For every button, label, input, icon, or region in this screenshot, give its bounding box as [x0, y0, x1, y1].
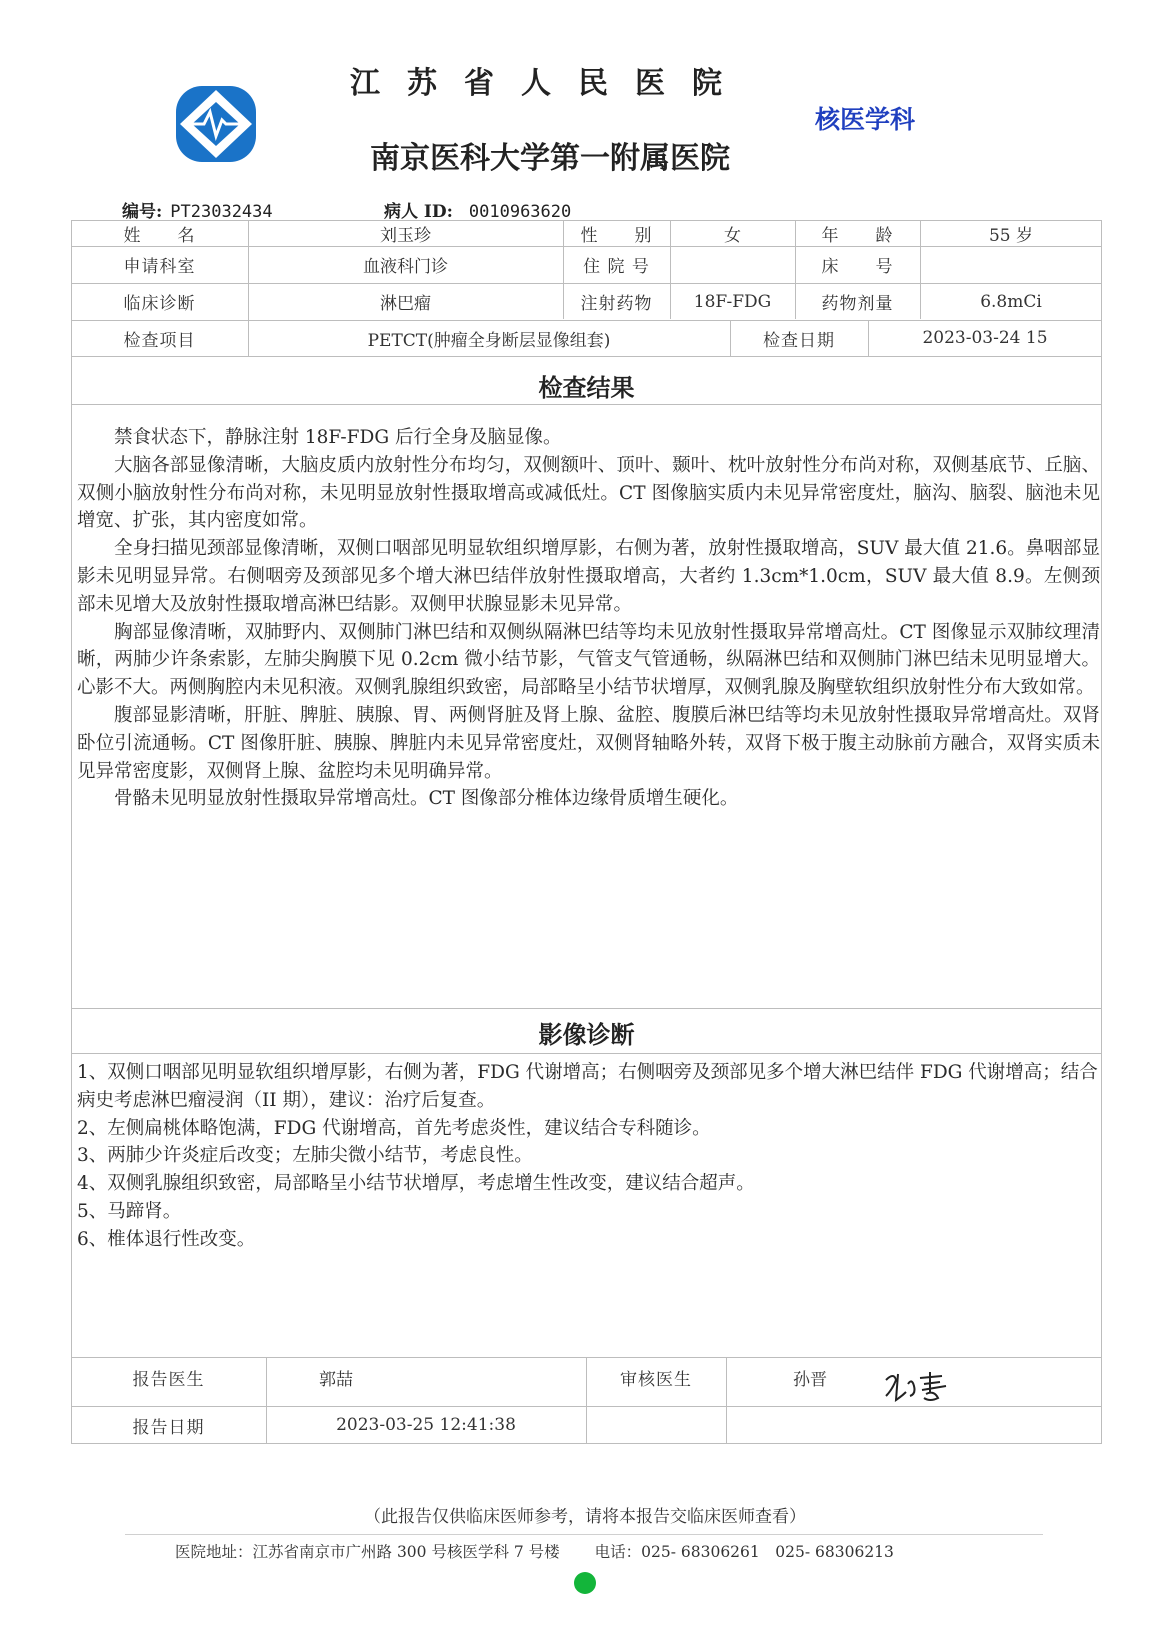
sex-value: 女 [724, 225, 741, 246]
section-divider [71, 1008, 1102, 1009]
report-number [122, 197, 273, 222]
phone-label: 电话： [594, 1543, 642, 1561]
reviewer-signature [880, 1366, 960, 1406]
findings-paragraph: 腹部显影清晰，肝脏、脾脏、胰腺、胃、两侧肾脏及肾上腺、盆腔、腹膜后淋巴结等均未见放射性摄取异常增高灶。双肾卧位引流通畅。CT 图像肝脏、胰腺、脾脏内未见异常密度灶，双侧肾轴略外转，双肾下极于腹主动脉前方融合，双肾实质未见异常密度影，双侧肾上腺、盆腔均未见明确异常。 [77, 704, 1100, 782]
address-value: 江苏省南京市广州路 300 号核医学科 7 号楼 [252, 1543, 560, 1561]
department-name: 核医学科 [815, 105, 916, 134]
exam-item-value: PETCT(肿瘤全身断层显像组套) [367, 330, 611, 351]
section-divider [71, 1053, 1102, 1054]
diagnosis-item: 1、双侧口咽部见明显软组织增厚影，右侧为著，FDG 代谢增高；右侧咽旁及颈部见多个增大淋巴结伴 FDG 代谢增高；结合病史考虑淋巴瘤浸润（II 期），建议：治疗后复查。 [77, 1062, 1098, 1111]
diagnosis-item: 2、左侧扁桃体略饱满，FDG 代谢增高，首先考虑炎性，建议结合专科随诊。 [77, 1117, 711, 1139]
bed-label: 床 号 [821, 257, 894, 277]
exam-date-label: 检查日期 [763, 330, 835, 351]
reporter-label: 报告医生 [132, 1369, 205, 1390]
report-footnote: （此报告仅供临床医师参考，请将本报告交临床医师查看） [364, 1507, 806, 1527]
reviewer-value: 孙晋 [793, 1369, 827, 1390]
report-number-label: 编号: [122, 202, 163, 222]
dept-label: 申请科室 [123, 257, 196, 277]
diagnosis-item: 5、马蹄肾。 [77, 1200, 182, 1222]
dose-value: 6.8mCi [980, 291, 1042, 312]
report-date-label: 报告日期 [132, 1417, 205, 1438]
section-divider [71, 404, 1102, 405]
inpatient-no-label: 住 院 号 [583, 257, 650, 277]
diagnosis-list [77, 1059, 1100, 1254]
inpatient-no-value [670, 246, 795, 283]
exam-item-label: 检查项目 [123, 330, 196, 351]
address-label: 医院地址： [175, 1543, 253, 1561]
sex-label: 性 别 [580, 225, 653, 246]
green-dot-icon [574, 1572, 596, 1594]
diagnosis-item: 3、两肺少许炎症后改变；左肺尖微小结节，考虑良性。 [77, 1145, 533, 1167]
findings-paragraph: 骨骼未见明显放射性摄取异常增高灶。CT 图像部分椎体边缘骨质增生硬化。 [114, 788, 739, 810]
patient-id [384, 197, 571, 222]
age-value: 55 岁 [988, 225, 1034, 246]
exam-date-value: 2023-03-24 15 [922, 328, 1048, 348]
dose-label: 药物剂量 [821, 294, 894, 314]
clinical-diagnosis-value: 淋巴瘤 [380, 294, 431, 314]
findings-paragraph: 禁食状态下，静脉注射 18F-FDG 后行全身及脑显像。 [114, 427, 562, 448]
name-value: 刘玉珍 [380, 225, 431, 246]
findings-paragraph: 胸部显像清晰，双肺野内、双侧肺门淋巴结和双侧纵隔淋巴结等均未见放射性摄取异常增高灶。CT 图像显示双肺纹理清晰，两肺少许条索影，左肺尖胸膜下见 0.2cm 微小结节影，气管支气管通畅，纵隔淋巴结和双侧肺门淋巴结未见明显增大。心影不大。两侧胸腔内未见积液。双侧乳腺组织致密，局部略呈小结节状增厚，双侧乳腺及胸壁软组织放射性分布大致如常。 [77, 621, 1100, 699]
diagnosis-item: 6、椎体退行性改变。 [77, 1228, 256, 1250]
col-divider [726, 1357, 727, 1444]
hospital-address [175, 1540, 894, 1562]
drug-label: 注射药物 [580, 294, 653, 314]
university-hospital-name: 南京医科大学第一附属医院 [370, 141, 730, 176]
hospital-name: 江苏省人民医院 [350, 66, 749, 101]
reporter-value: 郭喆 [319, 1369, 353, 1390]
report-date-value: 2023-03-25 12:41:38 [336, 1415, 516, 1435]
diagnosis-item: 4、双侧乳腺组织致密，局部略呈小结节状增厚，考虑增生性改变，建议结合超声。 [77, 1173, 755, 1195]
diagnosis-heading: 影像诊断 [538, 1020, 635, 1049]
findings-paragraph: 全身扫描见颈部显像清晰，双侧口咽部见明显软组织增厚影，右侧为著，放射性摄取增高，SUV 最大值 21.6。鼻咽部显影未见明显异常。右侧咽旁及颈部见多个增大淋巴结伴放射性摄取增高，大者约 1.3cm*1.0cm，SUV 最大值 8.9。左侧颈部未见增大及放射性摄取增高淋巴结影。双侧甲状腺显影未见异常。 [77, 538, 1100, 615]
phone-value: 025- 68306261 025- 68306213 [641, 1543, 894, 1561]
findings-text [77, 424, 1100, 813]
row-divider [71, 356, 1102, 357]
age-label: 年 龄 [821, 225, 894, 246]
patient-id-value: 0010963620 [468, 202, 572, 222]
findings-heading: 检查结果 [538, 373, 635, 402]
findings-paragraph: 大脑各部显像清晰，大脑皮质内放射性分布均匀，双侧额叶、顶叶、颞叶、枕叶放射性分布尚对称，双侧基底节、丘脑、双侧小脑放射性分布尚对称，未见明显放射性摄取增高或减低灶。CT 图像脑实质内未见异常密度灶，脑沟、脑裂、脑池未见增宽、扩张，其内密度如常。 [77, 454, 1100, 532]
clinical-diagnosis-label: 临床诊断 [123, 294, 196, 314]
bed-value [920, 246, 1102, 283]
footer-divider [125, 1534, 1043, 1535]
dept-value: 血液科门诊 [363, 257, 448, 277]
drug-value: 18F-FDG [693, 291, 772, 312]
hospital-logo [170, 80, 262, 168]
reviewer-label: 审核医生 [620, 1369, 692, 1390]
patient-id-label: 病人 ID: [384, 202, 453, 222]
name-label: 姓 名 [123, 225, 196, 246]
report-number-value: PT23032434 [170, 202, 273, 222]
